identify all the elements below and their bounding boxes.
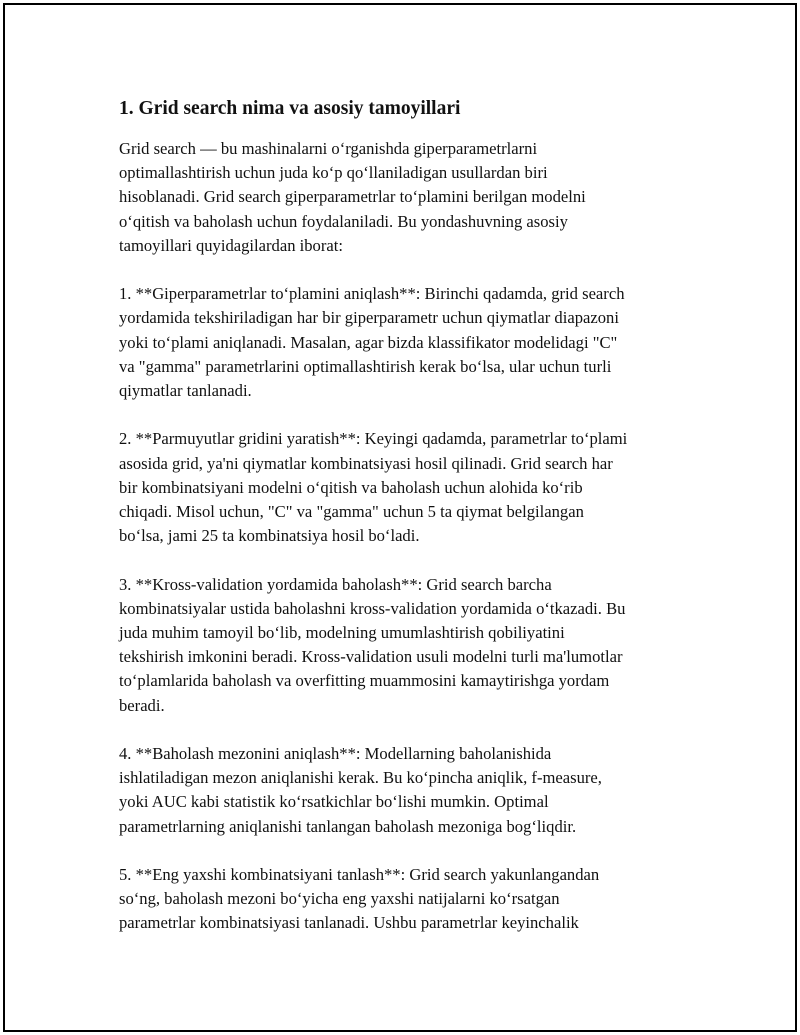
text-line: o‘qitish va baholash uchun foydalaniladi. Bu yondashuvning asosiy [119,211,568,231]
text-line: asosida grid, ya'ni qiymatlar kombinatsiyasi hosil qilinadi. Grid search har [119,453,613,473]
paragraph [119,137,699,258]
paragraph [119,573,699,718]
paragraph [119,427,699,548]
text-line: bo‘lsa, jami 25 ta kombinatsiya hosil bo‘ladi. [119,526,420,546]
paragraph [119,863,699,936]
text-line: parametrlarning aniqlanishi tanlangan baholash mezoniga bog‘liqdir. [119,816,577,836]
text-line: tamoyillari quyidagilardan iborat: [119,235,343,255]
text-line: bir kombinatsiyani modelni o‘qitish va baholash uchun alohida ko‘rib [119,477,583,497]
text-line: yoki AUC kabi statistik ko‘rsatkichlar bo‘lishi mumkin. Optimal [119,792,549,812]
text-line: qiymatlar tanlanadi. [119,381,252,401]
text-line: Grid search — bu mashinalarni o‘rganishda giperparametrlarni [119,139,538,158]
text-line: yordamida tekshiriladigan har bir giperparametr uchun qiymatlar diapazoni [119,308,619,328]
text-line: to‘plamlarida baholash va overfitting muammosini kamaytirishga yordam [119,671,610,691]
text-line: 2. **Parmuyutlar gridini yaratish**: Keyingi qadamda, parametrlar to‘plami [119,429,628,449]
section-title: 1. Grid search nima va asosiy tamoyillari [119,98,461,119]
document-page [3,3,797,1032]
text-line: 4. **Baholash mezonini aniqlash**: Modellarning baholanishida [119,744,552,764]
text-line: hisoblanadi. Grid search giperparametrlar to‘plamini berilgan modelni [119,187,586,207]
document-content [119,97,699,960]
text-line: ishlatiladigan mezon aniqlanishi kerak. Bu ko‘pincha aniqlik, f-measure, [119,768,602,788]
text-line: tekshirish imkonini beradi. Kross-validation usuli modelni turli ma'lumotlar [119,647,623,667]
paragraph [119,742,699,839]
text-line: chiqadi. Misol uchun, "C" va "gamma" uchun 5 ta qiymat belgilangan [119,502,584,522]
text-line: kombinatsiyalar ustida baholashni kross-validation yordamida o‘tkazadi. Bu [119,598,626,618]
text-line: optimallashtirish uchun juda ko‘p qo‘llaniladigan usullardan biri [119,163,548,183]
text-line: 1. **Giperparametrlar to‘plamini aniqlash**: Birinchi qadamda, grid search [119,284,625,304]
text-line: 3. **Kross-validation yordamida baholash**: Grid search barcha [119,574,552,594]
paragraph [119,282,699,403]
text-line: parametrlar kombinatsiyasi tanlanadi. Ushbu parametrlar keyinchalik [119,913,579,933]
text-line: juda muhim tamoyil bo‘lib, modelning umumlashtirish qobiliyatini [119,623,565,643]
paragraph-list [119,137,699,936]
text-line: yoki to‘plami aniqlanadi. Masalan, agar bizda klassifikator modelidagi "C" [119,332,618,352]
text-line: so‘ng, baholash mezoni bo‘yicha eng yaxshi natijalarni ko‘rsatgan [119,889,560,909]
text-line: va "gamma" parametrlarini optimallashtirish kerak bo‘lsa, ular uchun turli [119,356,612,376]
text-line: 5. **Eng yaxshi kombinatsiyani tanlash**: Grid search yakunlangandan [119,865,600,885]
text-line: beradi. [119,695,165,715]
